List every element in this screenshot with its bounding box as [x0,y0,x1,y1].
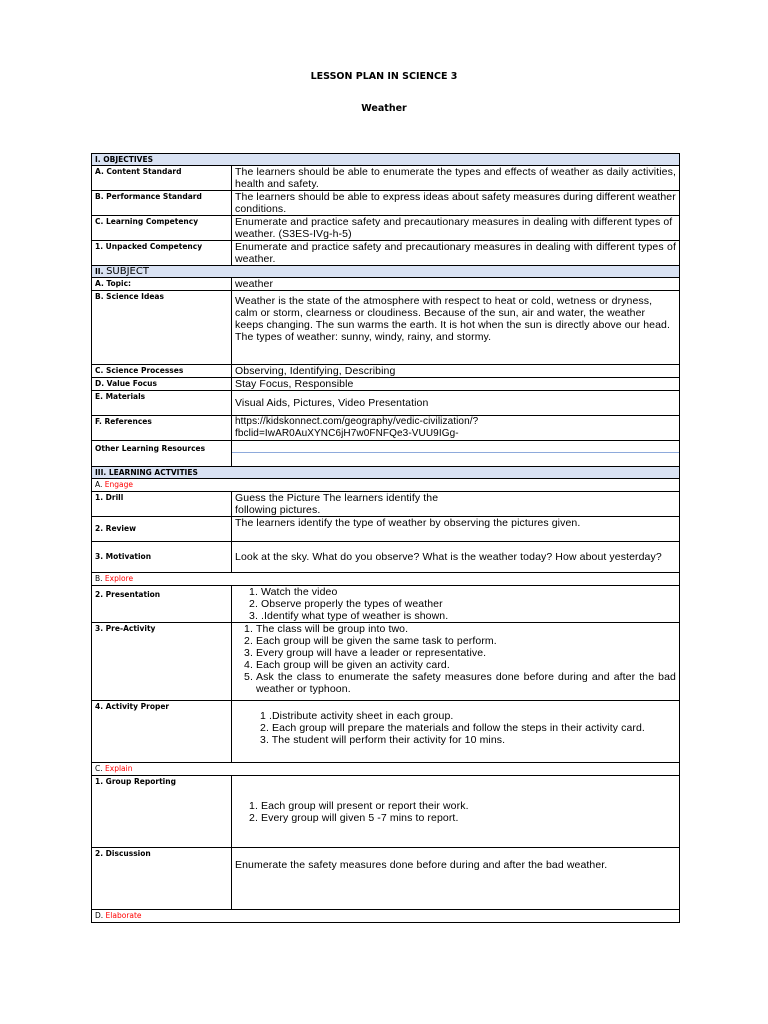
row-value [232,416,680,441]
row-content-standard [92,166,680,191]
row-value [232,701,680,763]
row-label: B. Science Ideas [92,291,232,365]
row-label: D. Value Focus [92,378,232,391]
row-label: 1. Unpacked Competency [92,241,232,266]
row-label: A. Topic: [92,278,232,291]
list-item: 2. Each group will be given the same task to perform. [256,635,676,647]
row-explain [92,763,680,776]
row-activity-proper [92,701,680,763]
reference-link-line-1: https://kidskonnect.com/geography/vedic-civilization/? [235,416,479,427]
row-value-focus [92,378,680,391]
subsection-title: Elaborate [105,911,142,920]
row-value: Look at the sky. What do you observe? What is the weather today? How about yesterday? [232,542,680,573]
row-value [232,623,680,701]
row-explore [92,573,680,586]
row-topic [92,278,680,291]
document-title: LESSON PLAN IN SCIENCE 3 [310,71,458,82]
row-label: 2. Review [92,517,232,542]
section-subject [92,266,680,278]
row-label: 2. Discussion [92,848,232,910]
row-label: 2. Presentation [92,586,232,623]
subsection-title: Explain [105,764,133,773]
row-science-ideas [92,291,680,365]
row-label: B. Performance Standard [92,191,232,216]
subsection-prefix: B. [95,574,105,583]
row-label: C. Science Processes [92,365,232,378]
row-discussion [92,848,680,910]
subsection-explore [92,573,680,586]
row-value: The learners should be able to enumerate the types and effects of weather as daily activities, health and safety. [232,166,680,191]
subsection-elaborate [92,910,680,923]
list-item: 2. Observe properly the types of weather [261,598,676,610]
subsection-prefix: D. [95,911,106,920]
section-number: II. [95,267,104,276]
row-engage [92,479,680,492]
row-presentation [92,586,680,623]
row-performance-standard [92,191,680,216]
row-value: The learners identify the type of weather by observing the pictures given. [232,517,680,542]
row-label: 3. Pre-Activity [92,623,232,701]
subsection-title: Explore [104,574,134,583]
section-objectives [92,154,680,166]
row-label: Other Learning Resources [92,441,232,467]
drill-line-2: following pictures. [235,504,321,516]
list-item: 1. Each group will present or report their work. [261,800,676,812]
drill-line-1: Guess the Picture The learners identify the [235,492,439,504]
row-science-processes [92,365,680,378]
pre-activity-steps [235,623,676,695]
list-item: 1. The class will be group into two. [256,623,676,635]
row-motivation [92,542,680,573]
row-elaborate [92,910,680,923]
subsection-prefix: A. [95,480,105,489]
row-label: F. References [92,416,232,441]
row-label: 1. Group Reporting [92,776,232,848]
row-label: 4. Activity Proper [92,701,232,763]
row-value [232,441,680,467]
row-drill [92,492,680,517]
row-value: Enumerate the safety measures done before during and after the bad weather. [232,848,680,910]
list-item: 2. Every group will given 5 -7 mins to report. [261,812,676,824]
list-item: 4. Each group will be given an activity card. [256,659,676,671]
row-value: Stay Focus, Responsible [232,378,680,391]
row-value: Visual Aids, Pictures, Video Presentation [232,391,680,416]
row-value [232,586,680,623]
row-review [92,517,680,542]
list-item: 3. The student will perform their activity for 10 mins. [260,734,506,746]
document-subtitle: Weather [361,103,407,114]
row-learning-competency [92,216,680,241]
row-value: Enumerate and practice safety and precautionary measures in dealing with different types of weather. [232,241,680,266]
row-value: The learners should be able to express ideas about safety measures during different weather conditions. [232,191,680,216]
list-item: 1. Watch the video [261,586,676,598]
row-other-resources [92,441,680,467]
row-label: E. Materials [92,391,232,416]
section-header: III. LEARNING ACTVITIES [92,467,680,479]
row-value: Weather is the state of the atmosphere with respect to heat or cold, wetness or dryness, calm or storm, clearness or cloudiness. Because of the sun, air and water, the weather keeps changing. The sun warms the earth. It is hot when the sun is directly above our head. The types of weather: sunny, windy, rainy, and stormy. [232,291,680,365]
section-header [92,266,680,278]
section-header: I. OBJECTIVES [92,154,680,166]
subsection-engage [92,479,680,492]
group-reporting-steps [235,800,676,824]
section-title: SUBJECT [106,266,149,277]
row-label: 3. Motivation [92,542,232,573]
reference-link-line-2: fbclid=IwAR0AuXYNC6jH7w0FNFQe3-VUU9IGg- [235,428,459,439]
row-value [232,492,680,517]
subsection-explain [92,763,680,776]
row-value: Enumerate and practice safety and precautionary measures in dealing with different types of weather. (S3ES-IVg-h-5) [232,216,680,241]
row-value: weather [232,278,680,291]
subsection-title: Engage [104,480,134,489]
row-unpacked-competency [92,241,680,266]
list-item: 1 .Distribute activity sheet in each group. [260,710,454,722]
row-references [92,416,680,441]
blank-field-line [232,441,679,453]
subsection-prefix: C. [95,764,106,773]
row-pre-activity [92,623,680,701]
row-label: C. Learning Competency [92,216,232,241]
list-item: 3. Every group will have a leader or representative. [256,647,676,659]
row-label: A. Content Standard [92,166,232,191]
row-materials [92,391,680,416]
row-group-reporting [92,776,680,848]
lesson-plan-table [91,153,680,923]
section-learning-activities [92,467,680,479]
list-item: 2. Each group will prepare the materials and follow the steps in their activity card. [260,722,645,734]
list-item: 3. .Identify what type of weather is shown. [261,610,676,622]
presentation-steps [235,586,676,622]
list-item: 5. Ask the class to enumerate the safety measures done before during and after the bad weather or typhoon. [256,671,676,695]
row-value [232,776,680,848]
row-value: Observing, Identifying, Describing [232,365,680,378]
row-label: 1. Drill [92,492,232,517]
